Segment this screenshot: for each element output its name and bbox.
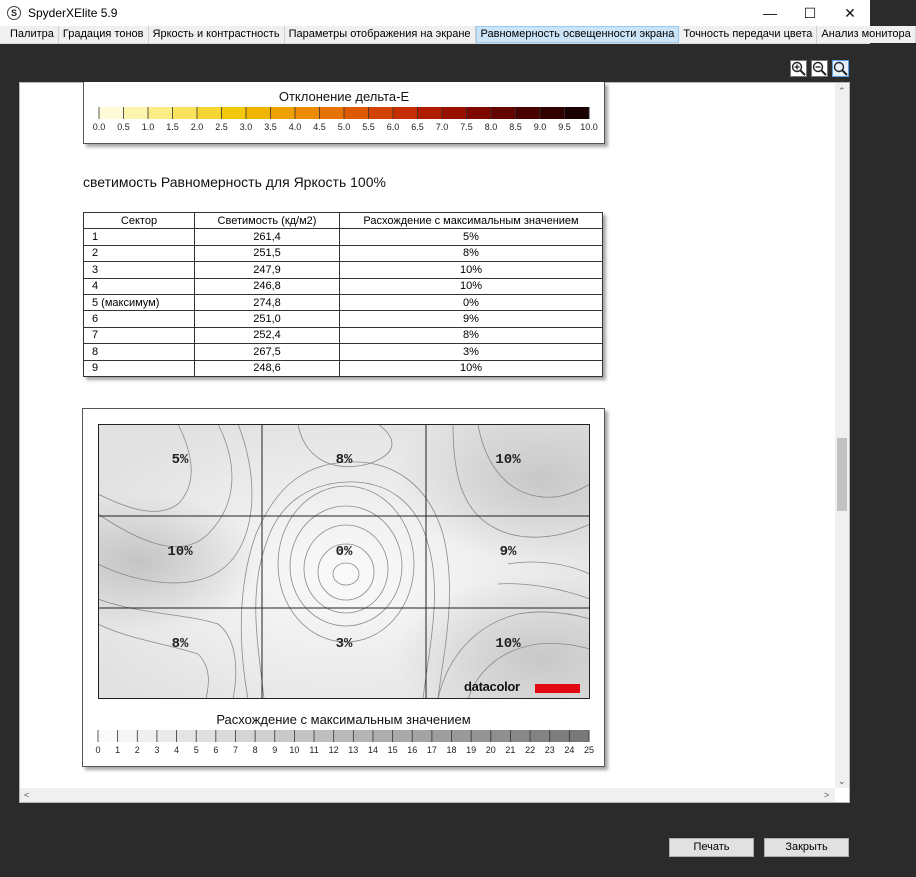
delta-e-tick-label: 10.0 [580,122,598,132]
deviation-tick-label: 1 [115,745,121,755]
tab-color-accuracy[interactable]: Точность передачи цвета [679,26,817,43]
deviation-swatch [177,730,197,742]
tab-tone-gradation[interactable]: Градация тонов [59,26,149,43]
deviation-tick-label: 9 [272,745,278,755]
sector-1-deviation: 5% [171,452,189,468]
deviation-swatch [314,730,334,742]
tab-palette[interactable]: Палитра [6,26,59,43]
delta-e-swatch [442,107,467,119]
minimize-button[interactable]: — [763,5,777,21]
delta-e-swatch [271,107,296,119]
delta-e-tick-label: 4.0 [288,122,302,132]
scroll-up-icon[interactable]: ⌃ [838,86,846,96]
deviation-tick-label: 15 [387,745,398,755]
maximize-button[interactable]: ☐ [803,5,817,21]
sector-cell: 7 [84,327,195,343]
table-row [84,311,603,327]
tab-brightness-contrast[interactable]: Яркость и контрастность [149,26,285,43]
deviation-swatch [255,730,275,742]
delta-e-scale [90,104,600,140]
deviation-swatch [432,730,452,742]
deviation-tick-label: 11 [309,745,319,755]
delta-e-swatch [246,107,271,119]
deviation-cell: 10% [340,262,603,278]
zoom-fit-icon[interactable] [832,60,849,77]
deviation-swatch [294,730,314,742]
vertical-scroll-thumb[interactable] [837,438,847,511]
delta-e-tick-label: 9.0 [533,122,547,132]
delta-e-tick-label: 3.0 [239,122,253,132]
delta-e-swatch [516,107,541,119]
deviation-tick-label: 0 [95,745,101,755]
delta-e-tick-label: 5.5 [362,122,375,132]
sector-cell: 2 [84,245,195,261]
deviation-swatch [412,730,432,742]
deviation-tick-label: 7 [232,745,238,755]
delta-e-tick-label: 1.0 [141,122,155,132]
delta-e-tick-label: 2.5 [215,122,228,132]
delta-e-swatch [565,107,590,119]
delta-e-swatch [467,107,492,119]
table-row [84,344,603,360]
table-row [84,278,603,294]
delta-e-tick-label: 9.5 [558,122,571,132]
scroll-down-icon[interactable]: ⌄ [838,776,846,786]
deviation-tick-label: 12 [328,745,339,755]
sector-9-deviation: 10% [495,636,521,652]
horizontal-scrollbar[interactable] [20,788,835,802]
datacolor-logo-bar [535,684,580,693]
table-header-row [84,213,603,229]
deviation-legend-title: Расхождение с максимальным значением [216,712,471,727]
deviation-tick-label: 25 [583,745,595,755]
delta-e-tick-label: 6.0 [386,122,400,132]
luminance-cell: 251,5 [195,245,340,261]
delta-e-swatch [393,107,418,119]
deviation-cell: 5% [340,229,603,245]
delta-e-swatch [222,107,247,119]
delta-e-tick-label: 2.0 [190,122,204,132]
delta-e-swatch [124,107,149,119]
window-title: SpyderXElite 5.9 [28,6,118,20]
deviation-swatch [373,730,393,742]
luminance-cell: 252,4 [195,327,340,343]
delta-e-swatch [295,107,320,119]
luminance-cell: 267,5 [195,344,340,360]
sector-4-deviation: 10% [167,544,193,560]
luminance-cell: 261,4 [195,229,340,245]
title-bar [0,0,870,26]
deviation-tick-label: 17 [426,745,437,755]
delta-e-tick-label: 7.0 [435,122,449,132]
deviation-swatch [216,730,236,742]
deviation-tick-label: 20 [485,745,496,755]
delta-e-swatch [344,107,369,119]
section-title: светимость Равномерность для Яркость 100% [83,174,386,190]
sector-3-deviation: 10% [495,452,521,468]
delta-e-tick-label: 8.5 [509,122,522,132]
deviation-tick-label: 8 [252,745,258,755]
deviation-cell: 10% [340,278,603,294]
deviation-cell: 10% [340,360,603,376]
tab-screen-uniformity[interactable]: Равномерность освещенности экрана [476,26,680,43]
close-button[interactable]: Закрыть [764,838,849,857]
deviation-tick-label: 3 [154,745,160,755]
table-row [84,245,603,261]
deviation-tick-label: 13 [348,745,359,755]
deviation-cell: 0% [340,294,603,310]
tab-strip [0,26,911,44]
deviation-swatch [550,730,570,742]
deviation-tick-label: 21 [505,745,516,755]
delta-e-swatch [99,107,124,119]
luminance-cell: 246,8 [195,278,340,294]
col-deviation: Расхождение с максимальным значением [340,213,603,229]
table-row [84,360,603,376]
deviation-tick-label: 22 [525,745,536,755]
delta-e-tick-label: 8.0 [484,122,498,132]
deviation-swatch [353,730,373,742]
delta-e-tick-label: 0.5 [117,122,130,132]
deviation-swatch [393,730,413,742]
app-icon: S [7,6,21,20]
delta-e-tick-label: 6.5 [411,122,424,132]
deviation-swatch [530,730,550,742]
sector-6-deviation: 9% [499,544,517,560]
deviation-swatch [196,730,216,742]
deviation-swatch [471,730,491,742]
zoom-out-icon[interactable] [811,60,828,77]
deviation-tick-label: 10 [289,745,300,755]
deviation-cell: 8% [340,327,603,343]
print-button[interactable]: Печать [669,838,754,857]
deviation-tick-label: 23 [544,745,555,755]
delta-e-tick-label: 1.5 [166,122,179,132]
delta-e-swatch [491,107,516,119]
deviation-tick-label: 16 [407,745,418,755]
sector-cell: 9 [84,360,195,376]
deviation-swatch [275,730,295,742]
datacolor-logo: datacolor [464,679,520,694]
table-row [84,262,603,278]
deviation-swatch [137,730,157,742]
sector-cell: 1 [84,229,195,245]
luminance-cell: 274,8 [195,294,340,310]
delta-e-tick-label: 0.0 [92,122,106,132]
luminance-table [83,212,603,377]
deviation-tick-label: 14 [367,745,378,755]
deviation-cell: 3% [340,344,603,360]
deviation-tick-label: 5 [193,745,199,755]
deviation-swatch [98,730,118,742]
delta-e-tick-label: 7.5 [460,122,473,132]
delta-e-swatch [320,107,345,119]
deviation-swatch [157,730,177,742]
delta-e-tick-label: 4.5 [313,122,326,132]
deviation-swatch [235,730,255,742]
deviation-tick-label: 19 [466,745,477,755]
col-luminance: Светимость (кд/м2) [195,213,340,229]
deviation-tick-label: 4 [174,745,180,755]
table-row [84,327,603,343]
deviation-swatch [118,730,138,742]
tab-monitor-analysis[interactable]: Анализ монитора [817,26,915,43]
deviation-tick-label: 6 [213,745,219,755]
deviation-cell: 8% [340,245,603,261]
deviation-swatch [334,730,354,742]
luminance-cell: 251,0 [195,311,340,327]
luminance-cell: 247,9 [195,262,340,278]
sector-7-deviation: 8% [171,636,189,652]
sector-5-deviation: 0% [335,544,353,560]
sector-2-deviation: 8% [335,452,353,468]
luminance-cell: 248,6 [195,360,340,376]
deviation-swatch [491,730,511,742]
delta-e-swatch [148,107,173,119]
col-sector: Сектор [84,213,195,229]
deviation-scale [90,728,600,760]
sector-8-deviation: 3% [335,636,353,652]
sector-cell: 6 [84,311,195,327]
scroll-left-icon[interactable]: < [24,790,30,800]
delta-e-tick-label: 5.0 [337,122,351,132]
delta-e-swatch [418,107,443,119]
deviation-swatch [452,730,472,742]
sector-cell: 3 [84,262,195,278]
deviation-tick-label: 18 [446,745,457,755]
zoom-in-icon[interactable] [790,60,807,77]
close-window-button[interactable]: ✕ [844,5,856,21]
sector-cell: 8 [84,344,195,360]
delta-e-legend-title: Отклонение дельта-E [278,89,410,104]
delta-e-swatch [173,107,198,119]
delta-e-swatch [369,107,394,119]
deviation-tick-label: 2 [134,745,140,755]
table-row [84,294,603,310]
delta-e-swatch [197,107,222,119]
scroll-right-icon[interactable]: > [824,790,830,800]
deviation-cell: 9% [340,311,603,327]
deviation-swatch [569,730,589,742]
deviation-tick-label: 24 [564,745,575,755]
tab-display-settings[interactable]: Параметры отображения на экране [285,26,476,43]
sector-cell: 4 [84,278,195,294]
sector-cell: 5 (максимум) [84,294,195,310]
table-row [84,229,603,245]
delta-e-swatch [540,107,565,119]
delta-e-tick-label: 3.5 [264,122,277,132]
vertical-scrollbar[interactable] [835,83,849,788]
deviation-swatch [510,730,530,742]
